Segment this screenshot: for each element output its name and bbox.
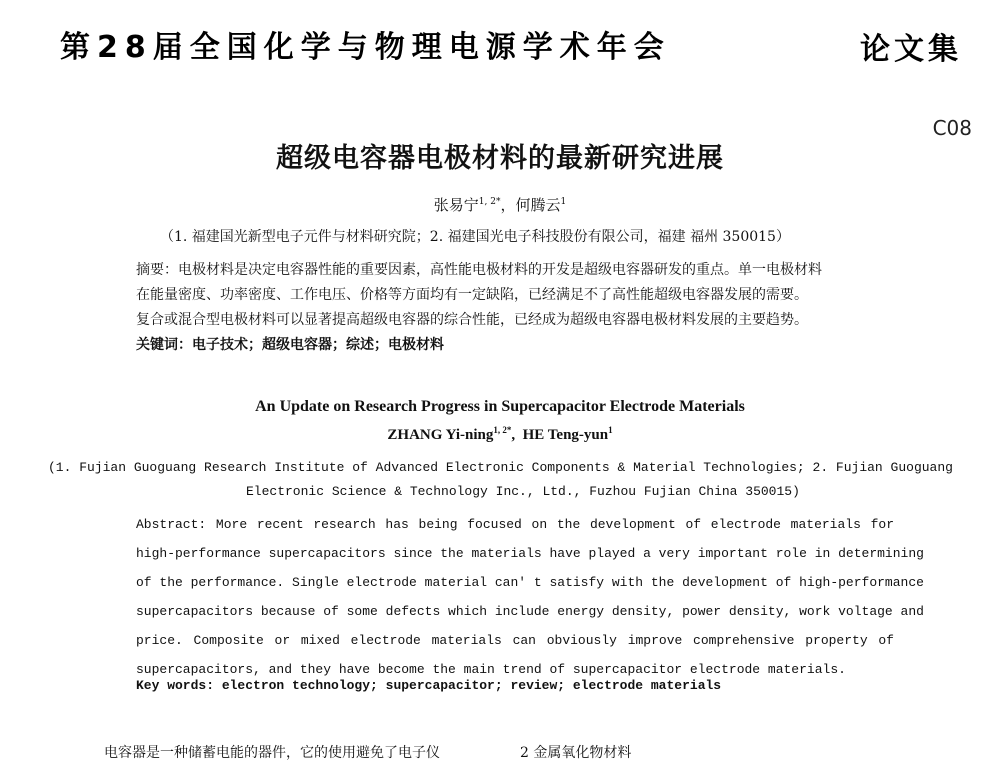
author-affil-sup: 1, 2* (478, 197, 501, 207)
author-affil-sup: 1 (560, 197, 567, 207)
abstract-line: of the performance. Single electrode material can' t satisfy with the development of high-performance (136, 575, 924, 590)
abstract-line: price. Composite or mixed electrode materials can obviously improve comprehensive property of (136, 633, 894, 648)
body-text-left-column: 电容器是一种储蓄电能的器件，它的使用避免了电子仪 (104, 745, 440, 761)
author-name: HE Teng-yun (522, 427, 609, 443)
paper-title-cn: 超级电容器电极材料的最新研究进展 (276, 143, 724, 174)
affiliation-line: Electronic Science & Technology Inc., Ltd., Fuzhou Fujian China 350015) (246, 484, 800, 499)
affiliation-en (48, 456, 968, 504)
abstract-en (136, 510, 924, 684)
authors-en (0, 425, 1000, 444)
abstract-line: high-performance supercapacitors since the materials have played a very important role in determining (136, 546, 924, 561)
abstract-line: Abstract: More recent research has being focused on the development of electrode materials for (136, 517, 894, 532)
abstract-line: supercapacitors because of some defects which include energy density, power density, work voltage and (136, 604, 924, 619)
authors-cn (0, 194, 1000, 215)
abstract-cn (136, 258, 904, 358)
paper-code: C08 (932, 116, 972, 140)
author-name: ZHANG Yi-ning (387, 427, 494, 443)
conference-header: 第28届全国化学与物理电源学术年会 (60, 30, 671, 65)
collection-label: 论文集 (860, 32, 962, 67)
keywords-cn: 关键词：电子技术；超级电容器；综述；电极材料 (136, 337, 444, 353)
author-separator: , (511, 427, 516, 443)
keywords-en: Key words: electron technology; supercapacitor; review; electrode materials (136, 678, 722, 693)
author-name: 张易宁 (433, 196, 479, 214)
paper-title-en: An Update on Research Progress in Supercapacitor Electrode Materials (255, 398, 745, 415)
section-heading: 2 金属氧化物材料 (520, 745, 632, 761)
author-affil-sup: 1 (608, 425, 613, 435)
abstract-line: 在能量密度、功率密度、工作电压、价格等方面均有一定缺陷，已经满足不了高性能超级电容器发展的需要。 (136, 287, 808, 303)
author-name: 何腾云 (515, 196, 561, 214)
abstract-line: supercapacitors, and they have become the main trend of supercapacitor electrode materials. (136, 662, 846, 677)
affiliation-cn: （1. 福建国光新型电子元件与材料研究院；2. 福建国光电子科技股份有限公司，福建 福州 350015） (160, 229, 790, 245)
abstract-line: 摘要：电极材料是决定电容器性能的重要因素，高性能电极材料的开发是超级电容器研发的重点。单一电极材料 (136, 262, 822, 278)
affiliation-line: (1. Fujian Guoguang Research Institute of Advanced Electronic Components & Material Technologies; 2. Fujian Guoguang (48, 460, 953, 475)
author-separator: ， (500, 196, 516, 214)
author-affil-sup: 1, 2* (493, 425, 512, 435)
abstract-line: 复合或混合型电极材料可以显著提高超级电容器的综合性能，已经成为超级电容器电极材料发展的主要趋势。 (136, 312, 808, 328)
